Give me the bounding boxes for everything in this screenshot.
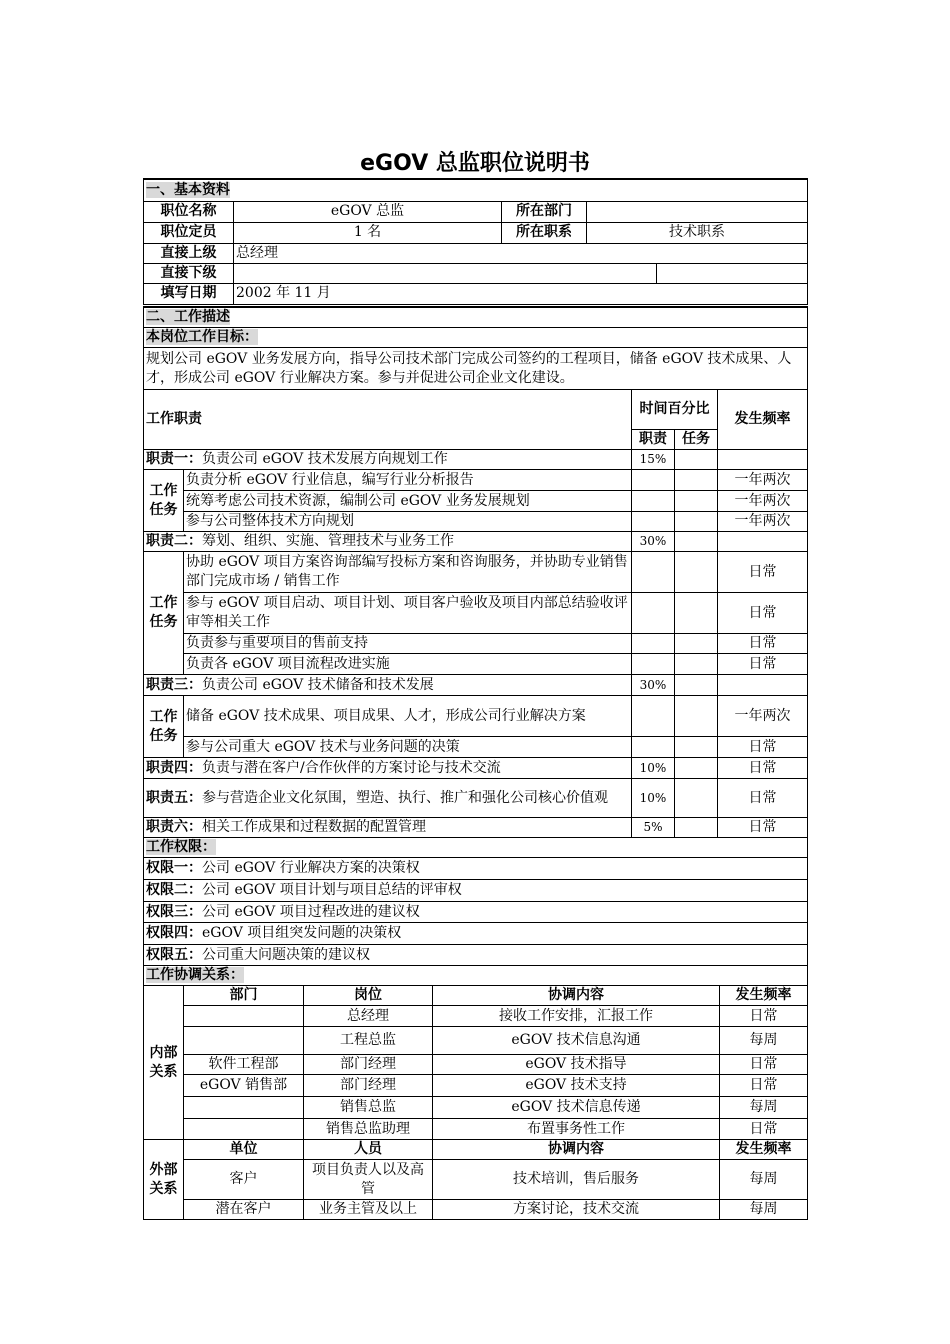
- table-cell: 日常: [720, 1055, 808, 1075]
- duty-3-pct: 30%: [632, 675, 675, 696]
- authority-item: 权限四：eGOV 项目组突发问题的决策权: [144, 923, 808, 945]
- table-cell: eGOV 技术信息传递: [433, 1097, 720, 1119]
- table-cell: 日常: [720, 1075, 808, 1097]
- task-freq: 日常: [718, 654, 808, 675]
- internal-header: 发生频率: [720, 986, 808, 1006]
- external-label: 外部关系: [144, 1140, 184, 1220]
- coordination-label: 工作协调关系：: [144, 966, 808, 986]
- section-work: 二、工作描述: [144, 307, 808, 328]
- internal-header: 部门: [184, 986, 304, 1006]
- duty-6-freq: 日常: [718, 818, 808, 838]
- headcount-value: 1 名: [234, 222, 502, 243]
- task-freq: 一年两次: [718, 470, 808, 491]
- authority-item: 权限二：公司 eGOV 项目计划与项目总结的评审权: [144, 880, 808, 902]
- table-cell: 部门经理: [304, 1055, 433, 1075]
- task-text: 统筹考虑公司技术资源，编制公司 eGOV 业务发展规划: [184, 491, 632, 512]
- task-text: 负责参与重要项目的售前支持: [184, 634, 632, 654]
- duty-5-freq: 日常: [718, 779, 808, 818]
- table-cell: 每周: [720, 1027, 808, 1055]
- headcount-label: 职位定员: [144, 222, 234, 243]
- internal-header: 协调内容: [433, 986, 720, 1006]
- task-freq: 日常: [718, 737, 808, 758]
- table-cell: 潜在客户: [184, 1200, 304, 1220]
- time-task-header: 任务: [675, 430, 718, 450]
- table-cell: 方案讨论，技术交流: [433, 1200, 720, 1220]
- table-cell: 部门经理: [304, 1075, 433, 1097]
- authority-item: 权限五：公司重大问题决策的建议权: [144, 945, 808, 966]
- table-cell: 项目负责人以及高管: [304, 1160, 433, 1200]
- task-freq: 一年两次: [718, 512, 808, 532]
- external-header: 人员: [304, 1140, 433, 1160]
- document-title: eGOV 总监职位说明书: [360, 151, 590, 176]
- authority-item: 权限三：公司 eGOV 项目过程改进的建议权: [144, 902, 808, 923]
- duty-6-text: 职责六：相关工作成果和过程数据的配置管理: [144, 818, 632, 838]
- table-cell: 总经理: [304, 1006, 433, 1027]
- table-cell: 工程总监: [304, 1027, 433, 1055]
- task-text: 参与 eGOV 项目启动、项目计划、项目客户验收及项目内部总结验收评审等相关工作: [184, 593, 632, 634]
- task-label: 工作任务: [144, 470, 184, 532]
- freq-header: 发生频率: [718, 390, 808, 450]
- internal-header: 岗位: [304, 986, 433, 1006]
- superior-value: 总经理: [234, 243, 808, 263]
- date-value: 2002 年 11 月: [234, 283, 808, 304]
- position-name-value: eGOV 总监: [234, 201, 502, 222]
- table-cell: [184, 1097, 304, 1119]
- task-text: 协助 eGOV 项目方案咨询部编写投标方案和咨询服务，并协助专业销售部门完成市场 / 销售工作: [184, 552, 632, 593]
- task-text: 参与公司重大 eGOV 技术与业务问题的决策: [184, 737, 632, 758]
- subordinate-value: [234, 263, 657, 283]
- duty-5-pct: 10%: [632, 779, 675, 818]
- internal-label: 内部关系: [144, 986, 184, 1140]
- table-cell: eGOV 技术指导: [433, 1055, 720, 1075]
- table-cell: 每周: [720, 1097, 808, 1119]
- duty-1-text: 职责一：负责公司 eGOV 技术发展方向规划工作: [144, 450, 632, 470]
- external-header: 协调内容: [433, 1140, 720, 1160]
- table-cell: 日常: [720, 1006, 808, 1027]
- subordinate-extra: [657, 263, 808, 283]
- task-text: 参与公司整体技术方向规划: [184, 512, 632, 532]
- series-label: 所在职系: [502, 222, 587, 243]
- task-text: 负责分析 eGOV 行业信息，编写行业分析报告: [184, 470, 632, 491]
- table-cell: 每周: [720, 1200, 808, 1220]
- duty-2-pct: 30%: [632, 532, 675, 552]
- table-cell: 日常: [720, 1119, 808, 1140]
- duty-4-pct: 10%: [632, 758, 675, 779]
- task-text: 负责各 eGOV 项目流程改进实施: [184, 654, 632, 675]
- table-cell: 技术培训，售后服务: [433, 1160, 720, 1200]
- duty-3-text: 职责三：负责公司 eGOV 技术储备和技术发展: [144, 675, 632, 696]
- duty-2-text: 职责二：筹划、组织、实施、管理技术与业务工作: [144, 532, 632, 552]
- coordination-table: [143, 985, 808, 1220]
- table-cell: 布置事务性工作: [433, 1119, 720, 1140]
- duty-row: [144, 450, 808, 470]
- table-cell: 客户: [184, 1160, 304, 1200]
- section-basic: 一、基本资料: [144, 179, 808, 201]
- table-cell: 接收工作安排，汇报工作: [433, 1006, 720, 1027]
- table-cell: eGOV 技术支持: [433, 1075, 720, 1097]
- duty-5-text: 职责五：参与营造企业文化氛围，塑造、执行、推广和强化公司核心价值观: [144, 779, 632, 818]
- time-duty-header: 职责: [632, 430, 675, 450]
- series-value: 技术职系: [587, 222, 808, 243]
- task-label: 工作任务: [144, 696, 184, 758]
- external-header: 发生频率: [720, 1140, 808, 1160]
- table-cell: eGOV 技术信息沟通: [433, 1027, 720, 1055]
- time-header: 时间百分比: [632, 390, 718, 430]
- goal-text: 规划公司 eGOV 业务发展方向，指导公司技术部门完成公司签约的工程项目，储备 eGOV 技术成果、人才，形成公司 eGOV 行业解决方案。参与并促进公司企业文化建设。: [144, 348, 808, 390]
- table-cell: [184, 1006, 304, 1027]
- external-header: 单位: [184, 1140, 304, 1160]
- table-cell: 软件工程部: [184, 1055, 304, 1075]
- position-name-label: 职位名称: [144, 201, 234, 222]
- table-cell: eGOV 销售部: [184, 1075, 304, 1097]
- duty-4-text: 职责四：负责与潜在客户/合作伙伴的方案讨论与技术交流: [144, 758, 632, 779]
- date-label: 填写日期: [144, 283, 234, 304]
- task-freq: 日常: [718, 634, 808, 654]
- task-text: 储备 eGOV 技术成果、项目成果、人才，形成公司行业解决方案: [184, 696, 632, 737]
- authority-label: 工作权限：: [144, 838, 808, 858]
- table-cell: 业务主管及以上: [304, 1200, 433, 1220]
- task-freq: 日常: [718, 593, 808, 634]
- goal-label: 本岗位工作目标：: [144, 328, 808, 348]
- department-value: [587, 201, 808, 222]
- subordinate-label: 直接下级: [144, 263, 234, 283]
- task-freq: 一年两次: [718, 696, 808, 737]
- department-label: 所在部门: [502, 201, 587, 222]
- authority-item: 权限一：公司 eGOV 行业解决方案的决策权: [144, 858, 808, 880]
- duty-header: 工作职责: [144, 390, 632, 450]
- superior-label: 直接上级: [144, 243, 234, 263]
- table-cell: [184, 1119, 304, 1140]
- duty-6-pct: 5%: [632, 818, 675, 838]
- duty-1-pct: 15%: [632, 450, 675, 470]
- table-cell: 销售总监: [304, 1097, 433, 1119]
- task-label: 工作任务: [144, 552, 184, 675]
- table-cell: 每周: [720, 1160, 808, 1200]
- duty-4-freq: 日常: [718, 758, 808, 779]
- basic-info-table: [143, 178, 808, 305]
- task-freq: 一年两次: [718, 491, 808, 512]
- table-cell: 销售总监助理: [304, 1119, 433, 1140]
- table-cell: [184, 1027, 304, 1055]
- task-freq: 日常: [718, 552, 808, 593]
- work-description-table: [143, 306, 808, 986]
